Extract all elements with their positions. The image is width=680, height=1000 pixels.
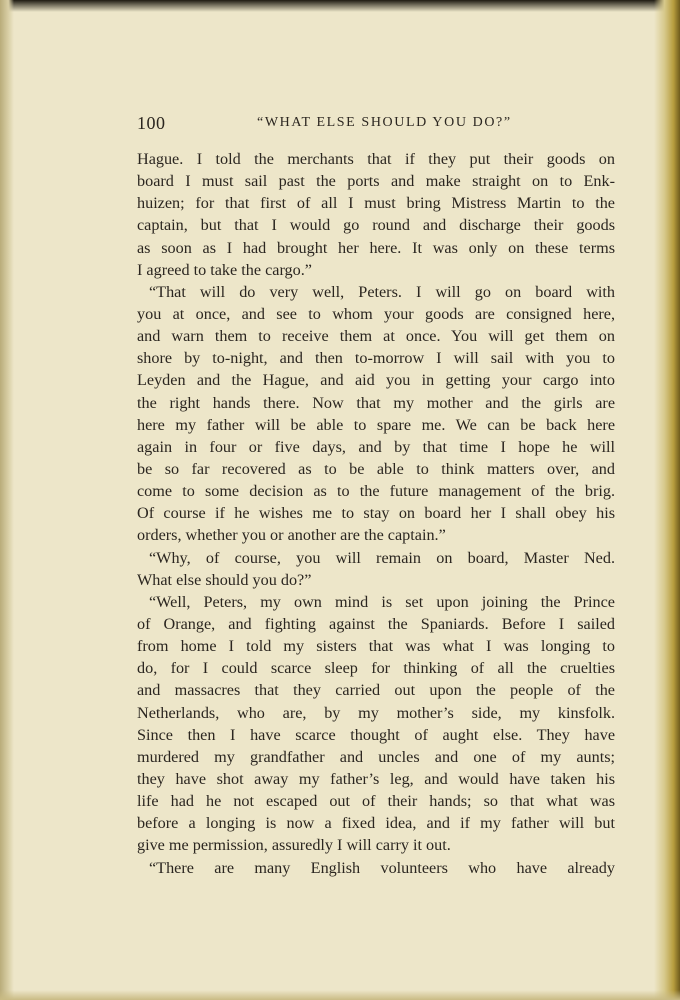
- text-line: they have shot away my father’s leg, and would have taken his: [137, 769, 615, 788]
- text-line: orders, whether you or another are the captain.”: [137, 526, 446, 545]
- text-line: you at once, and see to whom your goods are consigned here,: [137, 304, 615, 323]
- text-line: as soon as I had brought her here. It was only on these terms: [137, 238, 615, 257]
- page-header: [137, 113, 615, 139]
- body-text: [137, 148, 615, 879]
- text-line: again in four or five days, and by that time I hope he will: [137, 437, 615, 456]
- text-line: Hague. I told the merchants that if they put their goods on: [137, 150, 615, 168]
- text-line: before a longing is now a fixed idea, and if my father will but: [137, 814, 615, 833]
- text-line: of Orange, and fighting against the Spaniards. Before I sailed: [137, 614, 615, 633]
- text-line: shore by to-night, and then to-morrow I will sail with you to: [137, 349, 615, 368]
- text-line: life had he not escaped out of their hands; so that what was: [137, 792, 615, 811]
- text-line: I agreed to take the cargo.”: [137, 260, 312, 279]
- text-line: and warn them to receive them at once. You will get them on: [137, 327, 615, 346]
- page-bottom-edge: [0, 990, 680, 1000]
- text-line: the right hands there. Now that my mother and the girls are: [137, 393, 615, 412]
- text-line: “Why, of course, you will remain on board, Master Ned.: [149, 548, 615, 567]
- text-line: give me permission, assuredly I will carry it out.: [137, 836, 451, 855]
- text-line: Leyden and the Hague, and aid you in getting your cargo into: [137, 371, 615, 390]
- text-line: from home I told my sisters that was what I was longing to: [137, 637, 615, 656]
- text-line: What else should you do?”: [137, 570, 312, 589]
- text-line: huizen; for that first of all I must bring Mistress Martin to the: [137, 194, 615, 213]
- page-right-edge: [654, 0, 680, 1000]
- text-line: murdered my grandfather and uncles and one of my aunts;: [137, 747, 615, 766]
- text-line: come to some decision as to the future management of the brig.: [137, 482, 615, 501]
- running-title: “WHAT ELSE SHOULD YOU DO?”: [257, 115, 512, 130]
- text-line: and massacres that they carried out upon the people of the: [137, 681, 615, 700]
- text-line: captain, but that I would go round and discharge their goods: [137, 216, 615, 235]
- text-line: here my father will be able to spare me. We can be back here: [137, 415, 615, 434]
- page-top-shadow: [0, 0, 680, 12]
- text-line: “That will do very well, Peters. I will go on board with: [149, 282, 615, 301]
- text-line: board I must sail past the ports and make straight on to Enk-: [137, 172, 615, 191]
- text-line: “Well, Peters, my own mind is set upon joining the Prince: [149, 592, 615, 611]
- text-line: be so far recovered as to be able to think matters over, and: [137, 459, 615, 478]
- text-line: “There are many English volunteers who have already: [149, 858, 615, 877]
- page-number: 100: [137, 113, 166, 133]
- page-left-edge: [0, 0, 14, 1000]
- text-line: Since then I have scarce thought of aught else. They have: [137, 725, 615, 744]
- text-line: Of course if he wishes me to stay on board her I shall obey his: [137, 504, 615, 523]
- text-line: do, for I could scarce sleep for thinking of all the cruelties: [137, 659, 615, 678]
- text-line: Netherlands, who are, by my mother’s side, my kinsfolk.: [137, 703, 615, 722]
